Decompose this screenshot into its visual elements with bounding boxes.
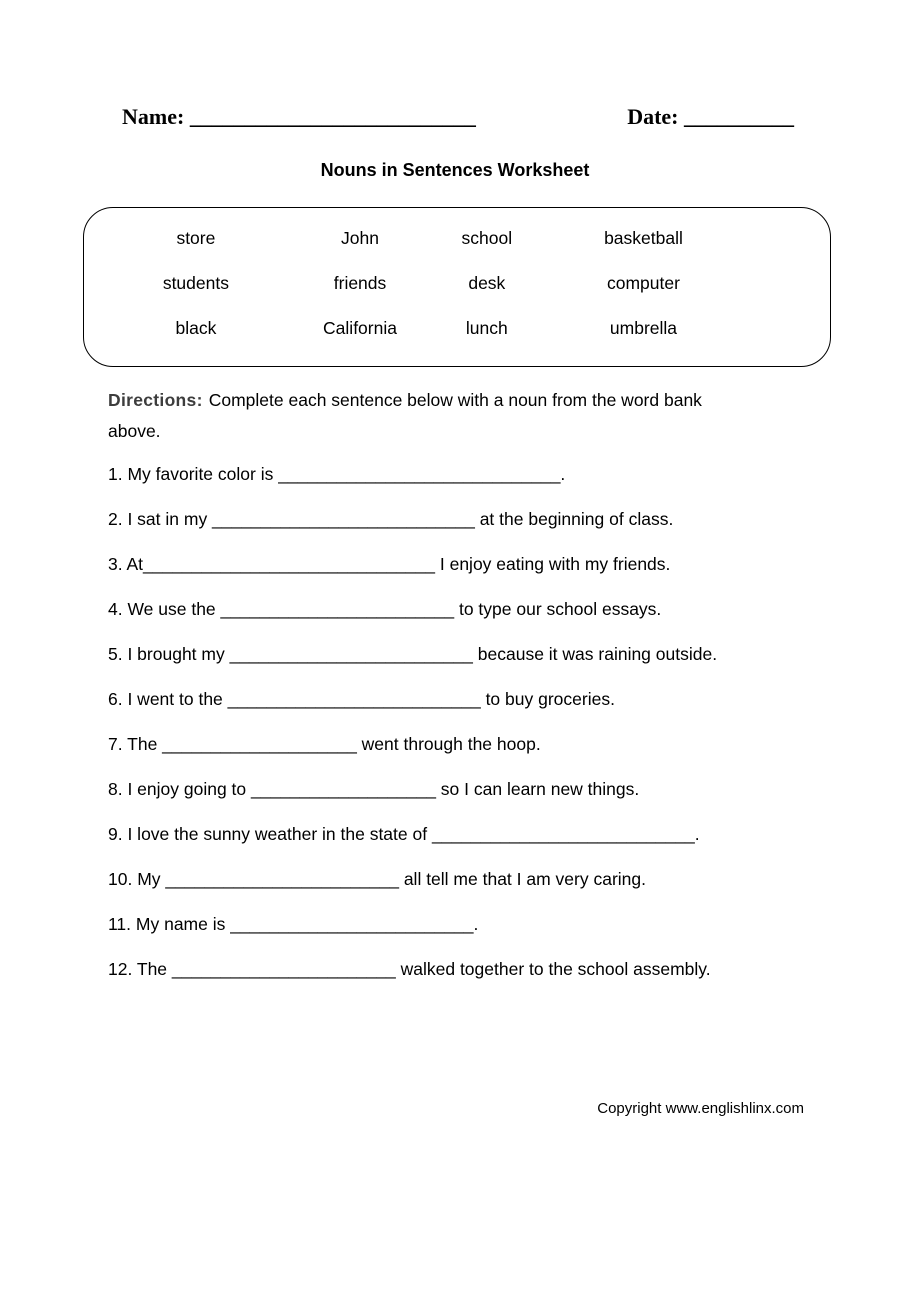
sentence-line-8: 8. I enjoy going to ___________________ so I can learn new things. (108, 779, 640, 799)
sentence-line-10: 10. My ________________________ all tell me that I am very caring. (108, 869, 646, 889)
word-bank-word: umbrella (609, 318, 678, 338)
sentence-line-3: 3. At______________________________ I enjoy eating with my friends. (108, 554, 671, 574)
directions-paragraph (108, 385, 748, 447)
word-bank-word: friends (333, 273, 387, 293)
word-bank-word: black (175, 318, 217, 338)
worksheet-title: Nouns in Sentences Worksheet (320, 160, 590, 180)
name-field (122, 104, 476, 130)
sentence-line-2: 2. I sat in my ___________________________ at the beginning of class. (108, 509, 674, 529)
worksheet-page (0, 104, 910, 1117)
word-bank-word: John (341, 228, 379, 248)
sentence-line-6: 6. I went to the __________________________ to buy groceries. (108, 689, 615, 709)
sentence-line-4: 4. We use the ________________________ to type our school essays. (108, 599, 662, 619)
directions-label: Directions: (108, 390, 203, 410)
sentence-line-1: 1. My favorite color is _____________________________. (108, 464, 566, 484)
word-bank-word: desk (468, 273, 506, 293)
sentence-line-7: 7. The ____________________ went through the hoop. (108, 734, 541, 754)
word-bank-word: computer (607, 273, 680, 293)
name-label: Name: (122, 104, 185, 129)
word-bank-word: school (461, 228, 513, 248)
directions-text: Complete each sentence below with a noun from the word bank above. (108, 390, 702, 441)
name-date-header (122, 104, 794, 130)
date-label: Date: (627, 104, 679, 129)
word-bank-row (84, 216, 830, 261)
sentence-line-12: 12. The _______________________ walked together to the school assembly. (108, 959, 711, 979)
word-bank-word: basketball (604, 228, 683, 248)
word-bank-word: store (176, 228, 216, 248)
word-bank-row (84, 261, 830, 306)
word-bank-word: lunch (465, 318, 508, 338)
word-bank-word: students (162, 273, 229, 293)
word-bank-box (83, 207, 831, 367)
sentence-line-11: 11. My name is _________________________. (108, 914, 479, 934)
name-blank-line: __________________________ (189, 104, 476, 129)
date-blank-line: __________ (684, 104, 794, 129)
date-field (627, 104, 794, 130)
word-bank-word: California (323, 318, 397, 338)
copyright-text: Copyright www.englishlinx.com (597, 1100, 804, 1117)
word-bank-row (84, 306, 830, 351)
sentence-list (108, 463, 910, 980)
sentence-line-9: 9. I love the sunny weather in the state of ___________________________. (108, 824, 700, 844)
sentence-line-5: 5. I brought my _________________________ because it was raining outside. (108, 644, 718, 664)
